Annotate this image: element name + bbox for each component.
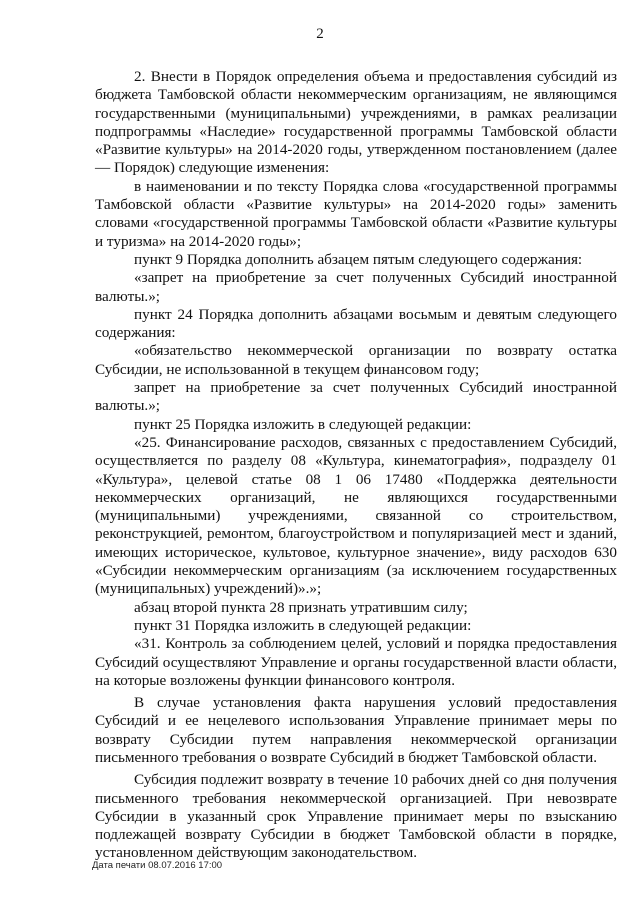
paragraph: Субсидия подлежит возврату в течение 10 рабочих дней со дня получения письменного требования некоммерческой организацией. При невозврате Субсидии в указанный срок Управление принимает меры по взысканию подлежащей возврату Субсидии в бюджет Тамбовской области в порядке, установленном действующим законодательством. (95, 771, 617, 862)
paragraph: «31. Контроль за соблюдением целей, условий и порядка предоставления Субсидий осуществляют Управление и органы государственной власти области, на которые возложены функции финансового контроля. (95, 635, 617, 689)
paragraph: запрет на приобретение за счет полученных Субсидий иностранной валюты.»; (95, 379, 617, 415)
paragraph: пункт 9 Порядка дополнить абзацем пятым следующего содержания: (134, 250, 583, 268)
paragraph: пункт 31 Порядка изложить в следующей редакции: (134, 616, 472, 634)
print-date: Дата печати 08.07.2016 17:00 (92, 860, 223, 871)
paragraph: в наименовании и по тексту Порядка слова «государственной программы Тамбовской области «Развитие культуры» на 2014-2020 годы» заменить словами «государственной программы Тамбовской области «Развитие культуры и туризма» на 2014-2020 годы»; (95, 177, 617, 250)
paragraph: В случае установления факта нарушения условий предоставления Субсидий и ее нецелевого использования Управление принимает меры по возврату Субсидии путем направления некоммерческой организации письменного требования о возврате Субсидий в бюджет Тамбовской области. (95, 694, 617, 766)
paragraph: 2. Внести в Порядок определения объема и предоставления субсидий из бюджета Тамбовской области некоммерческим организациям, не являющимся государственными (муниципальными) учреждениями, в рамках реализации подпрограммы «Наследие» государственной программы Тамбовской области «Развитие культуры» на 2014-2020 годы, утвержденном постановлением (далее — Порядок) следующие изменения: (95, 68, 617, 177)
paragraph: «обязательство некоммерческой организации по возврату остатка Субсидии, не использованной в текущем финансовом году; (95, 342, 617, 378)
paragraph: «запрет на приобретение за счет полученных Субсидий иностранной валюты.»; (95, 269, 617, 305)
paragraph: пункт 24 Порядка дополнить абзацами восьмым и девятым следующего содержания: (95, 305, 617, 342)
paragraph: пункт 25 Порядка изложить в следующей редакции: (134, 415, 472, 433)
paragraph: «25. Финансирование расходов, связанных с предоставлением Субсидий, осуществляется по разделу 08 «Культура, кинематография», подразделу 01 «Культура», целевой статье 08 1 06 17480 «Поддержка деятельности некоммерческих организаций, не являющихся государственными (муниципальными) учреждениями, связанной со строительством, реконструкцией, ремонтом, благоустройством и популяризацией мест и зданий, имеющих историческое, культовое, культурное значение», виду расходов 630 «Субсидии некоммерческим организациям (за исключением государственных (муниципальных) учреждений)».»; (95, 433, 617, 598)
paragraph: абзац второй пункта 28 признать утратившим силу; (134, 598, 468, 616)
page-number: 2 (316, 26, 324, 42)
document-body (95, 68, 617, 863)
